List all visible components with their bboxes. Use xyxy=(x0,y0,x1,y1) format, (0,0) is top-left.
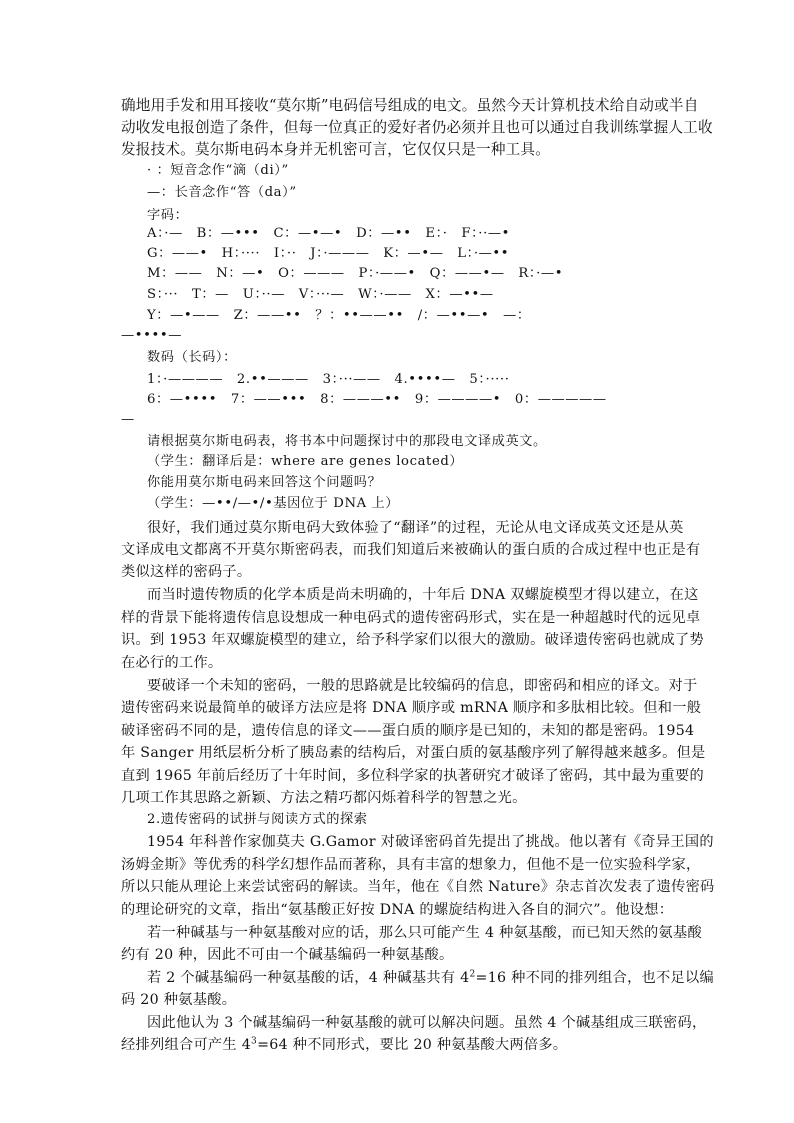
exercise-instruction: 请根据莫尔斯电码表，将书本中问题探讨中的那段电文译成英文。 xyxy=(147,434,547,449)
paragraph-line: 动收发电报创造了条件，但每一位真正的爱好者仍必须并且也可以通过自我训练掌握人工收 xyxy=(121,119,713,136)
letter-codes-row: —••••— xyxy=(121,328,183,343)
student-answer: （学生：翻译后是：where are genes located） xyxy=(147,454,464,469)
paragraph-line: 文译成电文都离不开莫尔斯密码表，而我们知道后来被确认的蛋白质的合成过程中也正是有 xyxy=(121,542,701,558)
paragraph-line: 识。到 1953 年双螺旋模型的建立，给予科学家们以很大的激励。破译遗传密码也就成了势 xyxy=(121,632,704,648)
paragraph-line: 直到 1965 年前后经历了十年时间，多位科学家的执著研究才破译了密码，其中最为重要的 xyxy=(121,768,704,784)
exercise-question: 你能用莫尔斯电码来回答这个问题吗？ xyxy=(147,475,382,490)
paragraph-line: 的理论研究的文章，指出“氨基酸正好按 DNA 的螺旋结构进入各自的洞穴”。他设想： xyxy=(121,902,674,918)
paragraph-line: 类似这样的密码子。 xyxy=(121,564,252,580)
paragraph-line: 码 20 种氨基酸。 xyxy=(121,992,237,1008)
paragraph-line: 破译密码不同的是，遗传信息的译文——蛋白质的顺序是已知的，未知的都是密码。1954 xyxy=(121,723,695,739)
paragraph-line xyxy=(147,967,714,989)
line-part: 经排列组合可产生 4 xyxy=(121,1037,252,1053)
paragraph-line: 发报技术。莫尔斯电码本身并无机密可言，它仅仅只是一种工具。 xyxy=(121,141,551,158)
paragraph-line: 要破译一个未知的密码，一般的思路就是比较编码的信息，即密码和相应的译文。对于 xyxy=(147,678,698,694)
letter-codes-row: A：·— B：—••• C：—•—• D：—•• E：· F：··—• xyxy=(147,226,511,241)
superscript-exponent: 3 xyxy=(251,1036,258,1047)
paragraph-line: 几项工作其思路之新颖、方法之精巧都闪烁着科学的智慧之光。 xyxy=(121,790,527,806)
paragraph-line: 样的背景下能将遗传信息设想成一种电码式的遗传密码形式，实在是一种超越时代的远见卓 xyxy=(121,610,701,626)
paragraph-line: 1954 年科普作家伽莫夫 G.Gamor 对破译密码首先提出了挑战。他以著有《奇异王国的 xyxy=(147,834,714,850)
line-part: =64 种不同形式，要比 20 种氨基酸大两倍多。 xyxy=(257,1037,568,1053)
paragraph-line: 遗传密码来说最简单的破译方法应是将 DNA 顺序或 mRNA 顺序和多肽相比较。但和一般 xyxy=(121,700,702,716)
morse-legend-long: —：长音念作“答（da）” xyxy=(147,185,297,200)
paragraph-line: 约有 20 种，因此不可由一个碱基编码一种氨基酸。 xyxy=(121,947,454,963)
paragraph-line: 所以只能从理论上来尝试密码的解读。当年，他在《自然 Nature》杂志首次发表了遗传密码 xyxy=(121,879,715,895)
student-answer: （学生：—••/—•/•基因位于 DNA 上） xyxy=(147,496,400,511)
section-heading: 2.遗传密码的试拼与阅读方式的探索 xyxy=(147,812,368,827)
paragraph-line: 确地用手发和用耳接收“莫尔斯”电码信号组成的电文。虽然今天计算机技术给自动或半自 xyxy=(121,97,699,114)
letter-codes-row: Y：—•—— Z：——•• ？：••——•• /：—••—• —： xyxy=(147,308,531,323)
letter-codes-heading: 字码： xyxy=(147,208,189,223)
letter-codes-row: G：——• H：···· I：·· J：·——— K：—•— L：·—•• xyxy=(147,246,510,261)
letter-codes-row: S：··· T：— U：··— V：···— W：·—— X：—••— xyxy=(147,287,494,302)
paragraph-line: 很好，我们通过莫尔斯电码大致体验了“翻译”的过程，无论从电文译成英文还是从英 xyxy=(147,520,684,536)
paragraph-line: 年 Sanger 用纸层析分析了胰岛素的结构后，对蛋白质的氨基酸序列了解得越来越多。但是 xyxy=(121,745,706,761)
number-codes-heading: 数码（长码）： xyxy=(147,350,237,365)
number-codes-row: 1：·———— 2.••——— 3：···—— 4.••••— 5：····· xyxy=(147,372,510,387)
letter-codes-row: M：—— N：—• O：——— P：·——• Q：——•— R：·—• xyxy=(147,266,564,281)
line-part: 若 2 个碱基编码一种氨基酸的话，4 种碱基共有 4 xyxy=(147,970,470,986)
paragraph-line: 汤姆金斯》等优秀的科学幻想作品而著称，具有丰富的想象力，但他不是一位实验科学家， xyxy=(121,857,701,873)
paragraph-line: 若一种碱基与一种氨基酸对应的话，那么只可能产生 4 种氨基酸，而已知天然的氨基酸 xyxy=(147,925,702,941)
morse-legend-short: · ：短音念作“滴（di）” xyxy=(147,163,289,178)
line-part: =16 种不同的排列组合，也不足以编 xyxy=(475,970,714,986)
paragraph-line: 而当时遗传物质的化学本质是尚未明确的，十年后 DNA 双螺旋模型才得以建立，在这 xyxy=(147,587,699,603)
paragraph-line xyxy=(121,1034,567,1056)
superscript-exponent: 2 xyxy=(469,969,476,980)
paragraph-line: 因此他认为 3 个碱基编码一种氨基酸的就可以解决问题。虽然 4 个碱基组成三联密码， xyxy=(147,1015,707,1031)
paragraph-line: 在必行的工作。 xyxy=(121,655,223,671)
number-codes-row: — xyxy=(121,412,135,427)
number-codes-row: 6：—•••• 7：——••• 8：———•• 9：————• 0：————— xyxy=(147,392,607,407)
